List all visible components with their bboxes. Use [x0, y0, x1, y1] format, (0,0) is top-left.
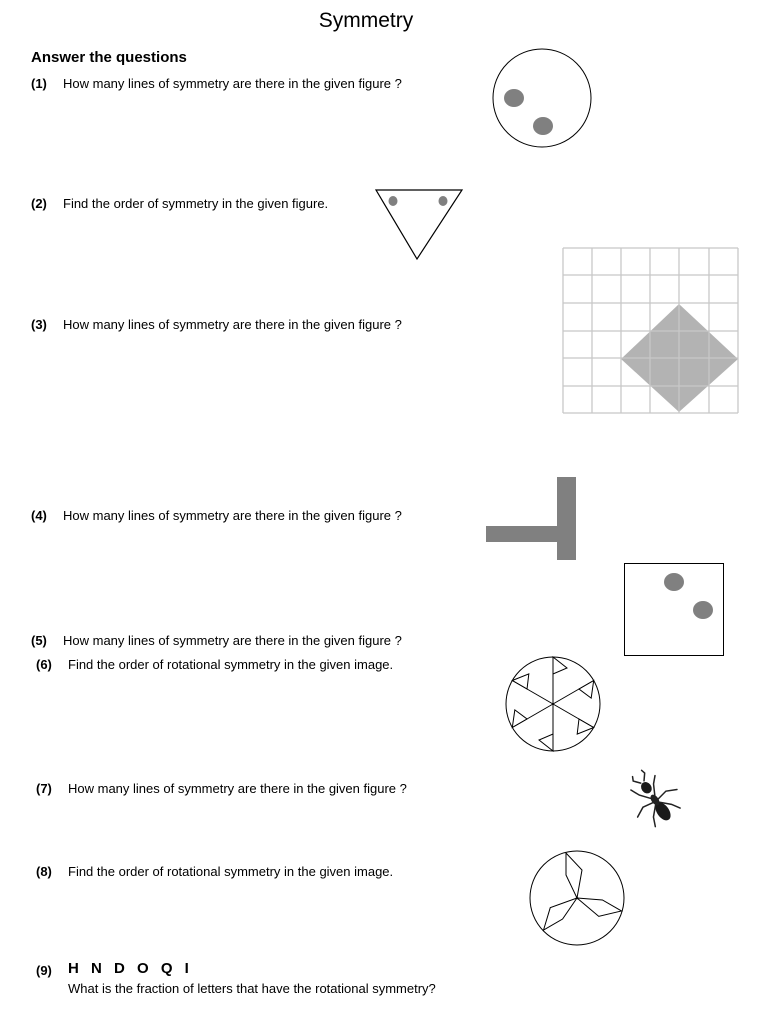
- question-7-number: (7): [36, 781, 52, 796]
- question-7-text: How many lines of symmetry are there in the given figure ?: [68, 781, 407, 796]
- question-3-text: How many lines of symmetry are there in the given figure ?: [63, 317, 402, 332]
- q4-l-shape-figure: [486, 477, 578, 561]
- section-heading: Answer the questions: [31, 49, 187, 66]
- question-6-text: Find the order of rotational symmetry in the given image.: [68, 657, 394, 672]
- q6-circle-six-flags-figure: [501, 655, 605, 753]
- q2-triangle-dots-figure: [372, 186, 466, 264]
- question-8-text: Find the order of rotational symmetry in the given image.: [68, 864, 394, 879]
- question-2-text: Find the order of symmetry in the given figure.: [63, 196, 329, 211]
- question-5-text: How many lines of symmetry are there in the given figure ?: [63, 633, 402, 648]
- question-3-number: (3): [31, 317, 47, 332]
- q1-circle-two-dots-figure: [490, 50, 596, 148]
- question-9-letters: H N D O Q I: [68, 960, 193, 977]
- q3-grid-diamond-figure: [562, 247, 740, 415]
- question-4-number: (4): [31, 508, 47, 523]
- question-5-number: (5): [31, 633, 47, 648]
- q5-square-two-dots-figure: [623, 562, 726, 658]
- question-4-text: How many lines of symmetry are there in the given figure ?: [63, 508, 402, 523]
- question-9-text: What is the fraction of letters that have the rotational symmetry?: [68, 981, 436, 996]
- q7-ant-figure: [620, 768, 690, 832]
- question-2-number: (2): [31, 196, 47, 211]
- q8-circle-three-kites-figure: [526, 850, 630, 948]
- question-6-number: (6): [36, 657, 52, 672]
- question-8-number: (8): [36, 864, 52, 879]
- question-1-text: How many lines of symmetry are there in the given figure ?: [63, 76, 402, 91]
- page-title: Symmetry: [318, 9, 414, 32]
- question-1-number: (1): [31, 76, 47, 91]
- question-9-number: (9): [36, 963, 52, 978]
